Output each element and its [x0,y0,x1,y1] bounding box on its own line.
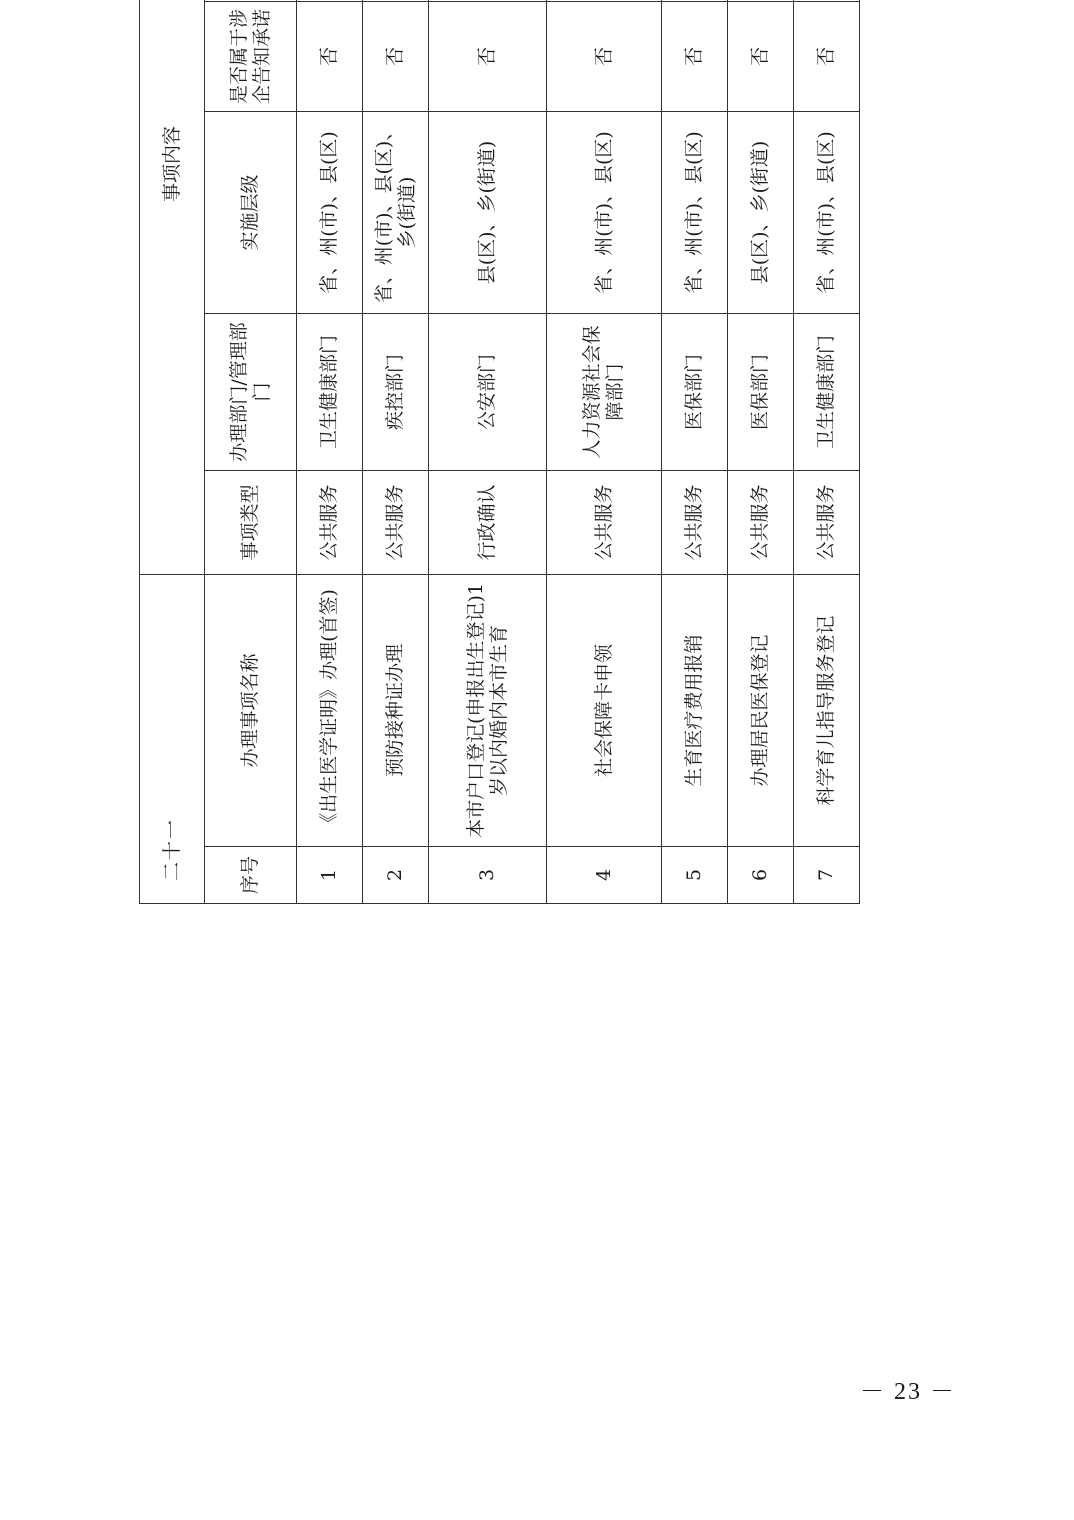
table-row [547,0,662,904]
cell-seq: 5 [662,847,728,904]
table-row [728,0,794,904]
cell-charge [662,0,728,1]
table-row [662,0,728,904]
cell-name: 生育医疗费用报销 [662,574,728,846]
cell-type: 公共服务 [297,470,363,574]
cell-level: 县(区)、乡(街道) [728,111,794,313]
cell-name: 社会保障卡申领 [547,574,662,846]
header-type: 事项类型 [205,470,297,574]
table-row [794,0,860,904]
header-level: 实施层级 [205,111,297,313]
cell-promise: 否 [297,1,363,111]
cell-name: 科学育儿指导服务登记 [794,574,860,846]
cell-seq: 1 [297,847,363,904]
cell-dept: 疾控部门 [363,313,429,470]
cell-level: 县(区)、乡(街道) [429,111,547,313]
cell-dept: 医保部门 [662,313,728,470]
cell-name: 预防接种证办理 [363,574,429,846]
cell-seq: 7 [794,847,860,904]
table-title-row [140,0,205,904]
cell-promise: 否 [794,1,860,111]
cell-seq: 4 [547,847,662,904]
header-promise: 是否属于涉企告知承诺 [205,1,297,111]
cell-level: 省、州(市)、县(区) [297,111,363,313]
cell-type: 公共服务 [662,470,728,574]
section-number: 二十一 [140,574,205,903]
cell-promise: 否 [728,1,794,111]
cell-charge [297,0,363,1]
cell-level: 省、州(市)、县(区) [662,111,728,313]
cell-type: 公共服务 [794,470,860,574]
cell-charge [728,0,794,1]
cell-charge [794,0,860,1]
cell-dept: 人力资源社会保障部门 [547,313,662,470]
column-header-row [205,0,297,904]
cell-type: 公共服务 [547,470,662,574]
cell-dept: 卫生健康部门 [794,313,860,470]
cell-dept: 医保部门 [728,313,794,470]
cell-level: 省、州(市)、县(区) [547,111,662,313]
cell-charge [429,0,547,1]
group-header: 事项内容 [140,0,205,574]
header-dept: 办理部门/管理部门 [205,313,297,470]
rotated-table-container [139,0,858,904]
header-charge [205,0,297,1]
header-name: 办理事项名称 [205,574,297,846]
cell-promise: 否 [363,1,429,111]
header-seq: 序号 [205,847,297,904]
cell-type: 公共服务 [728,470,794,574]
cell-name: 《出生医学证明》办理(首签) [297,574,363,846]
cell-level: 省、州(市)、县(区)、乡(街道) [363,111,429,313]
page-number: － 23 － [860,1379,956,1405]
table-row [429,0,547,904]
cell-seq: 3 [429,847,547,904]
table-row [363,0,429,904]
cell-promise: 否 [662,1,728,111]
cell-charge [363,0,429,1]
cell-type: 公共服务 [363,470,429,574]
cell-seq: 2 [363,847,429,904]
cell-dept: 卫生健康部门 [297,313,363,470]
cell-name: 办理居民医保登记 [728,574,794,846]
matters-table-region [139,8,858,1335]
cell-seq: 6 [728,847,794,904]
cell-charge [547,0,662,1]
cell-type: 行政确认 [429,470,547,574]
matters-table [139,0,860,904]
cell-promise: 否 [429,1,547,111]
table-row [297,0,363,904]
cell-dept: 公安部门 [429,313,547,470]
cell-name: 本市户口登记(申报出生登记)1岁以内婚内本市生育 [429,574,547,846]
cell-level: 省、州(市)、县(区) [794,111,860,313]
cell-promise: 否 [547,1,662,111]
